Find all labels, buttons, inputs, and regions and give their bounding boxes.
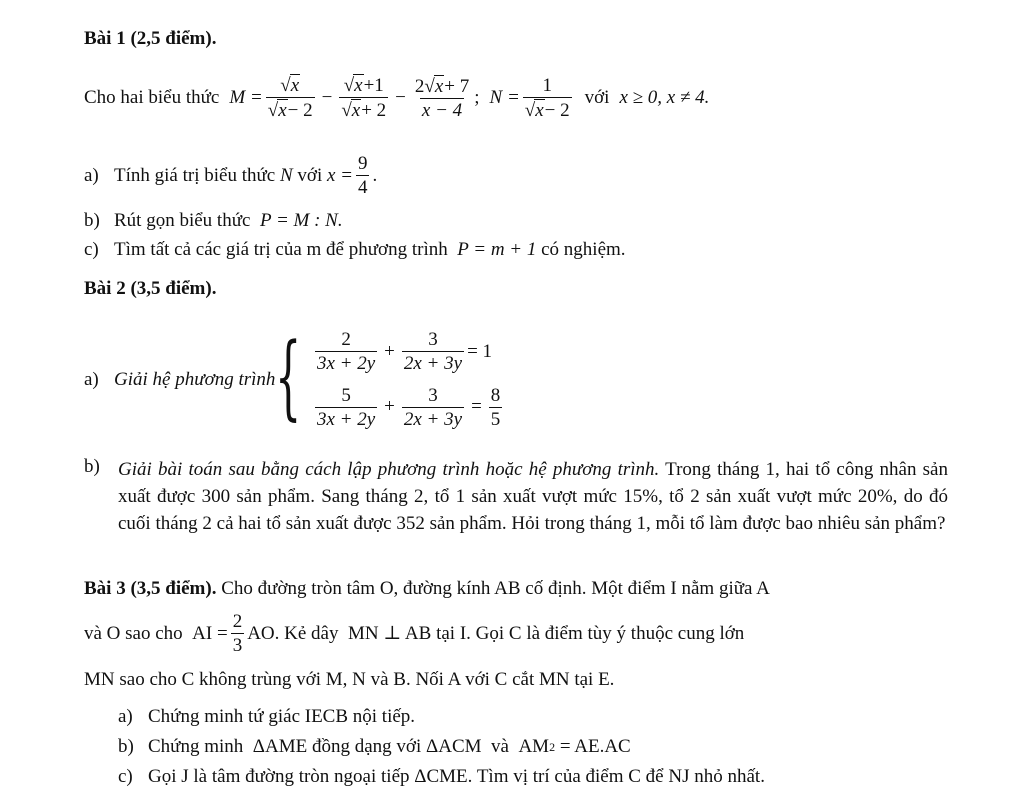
m-frac-3: $\frac{2√x+ 7}{x - 4}$ xyxy=(414,75,470,121)
n-frac: $\frac{1}{√x- 2}$ xyxy=(524,74,570,121)
bai3-part-b: b) Chứng minh ΔAME đồng dạng với ΔACM và AM 2 = AE.AC xyxy=(118,736,631,757)
bai1-intro-pre: Cho hai biểu thức xyxy=(84,86,220,108)
bai3-line1: Bài 3 (3,5 điểm). Cho đường tròn tâm O, đường kính AB cố định. Một điểm I nằm giữa A xyxy=(84,578,770,599)
bai1-part-c: c) Tìm tất cả các giá trị của m để phương trình P = m + 1 có nghiệm. xyxy=(84,239,626,260)
equation-system xyxy=(312,329,505,430)
m-frac-2: $\frac{√x+1}{√x+ 2}$ xyxy=(341,75,387,121)
bai2-part-a: a) Giải hệ phương trình { $\frac{2}{3x + 2y}$ + $\frac{3}{2x + 3y}$ = 1 $\frac{5}{3x + 2y}$ + $\frac{3}{2x + 3y}$ = $\frac{8}{5}$ xyxy=(84,310,948,450)
system-brace-icon: { xyxy=(275,323,302,430)
bai1-part-b: b) Rút gọn biểu thức P = M : N. xyxy=(84,210,343,231)
separator: ; xyxy=(474,86,480,108)
m-frac-1: $\frac{√x}{√x- 2}$ xyxy=(267,75,313,121)
n-eq: N = xyxy=(489,86,520,108)
bai3-part-a: a) Chứng minh tứ giác IECB nội tiếp. xyxy=(118,706,416,727)
equation-1: $\frac{2}{3x + 2y}$ + $\frac{3}{2x + 3y}$ = 1 xyxy=(316,329,493,375)
with-word: với xyxy=(584,86,610,108)
bai1-part-a: a) Tính giá trị biểu thức N với x = $\frac{9}{4}$ . xyxy=(84,153,378,198)
bai1-title: Bài 1 (2,5 điểm). xyxy=(84,28,217,49)
domain-condition: x ≥ 0, x ≠ 4. xyxy=(619,86,710,108)
bai3-part-c: c) Gọi J là tâm đường tròn ngoại tiếp ΔCME . Tìm vị trí của điểm C để NJ nhỏ nhất. xyxy=(118,766,765,787)
bai3-line2: và O sao cho AI = $\frac{2}{3}$ AO. Kẻ dây MN ⊥ AB tại I. Gọi C là điểm tùy ý thuộc cung lớn xyxy=(84,611,745,656)
bai3-line3: MN sao cho C không trùng với M, N và B. Nối A với C cắt MN tại E. xyxy=(84,669,615,690)
bai2-part-b-label: b) xyxy=(84,456,100,477)
equation-2: $\frac{5}{3x + 2y}$ + $\frac{3}{2x + 3y}$ = $\frac{8}{5}$ xyxy=(316,385,501,430)
bai2-title: Bài 2 (3,5 điểm). xyxy=(84,278,217,299)
bai2-part-b: Giải bài toán sau bằng cách lập phương trình hoặc hệ phương trình. Trong tháng 1, hai tổ công nhân sản xuất được 300 sản phẩm. Sang tháng 2, tổ 1 sản xuất vượt mức 15%, tổ 2 sản xuất vượt mức 20%, do đó cuối tháng 2 cả hai tổ sản xuất được 352 sản phẩm. Hỏi trong tháng 1, mỗi tổ làm được bao nhiêu sản phẩm? xyxy=(118,459,948,534)
m-eq: M = xyxy=(229,86,263,108)
bai1-intro: Cho hai biểu thức M = $\frac{√x}{√x- 2}$ − $\frac{√x+1}{√x+ 2}$ − $\frac{2√x+ 7}{x - 4}$ ; N = $\frac{1}{√x- 2}$ với x ≥ 0, x ≠ 4. xyxy=(84,74,710,121)
